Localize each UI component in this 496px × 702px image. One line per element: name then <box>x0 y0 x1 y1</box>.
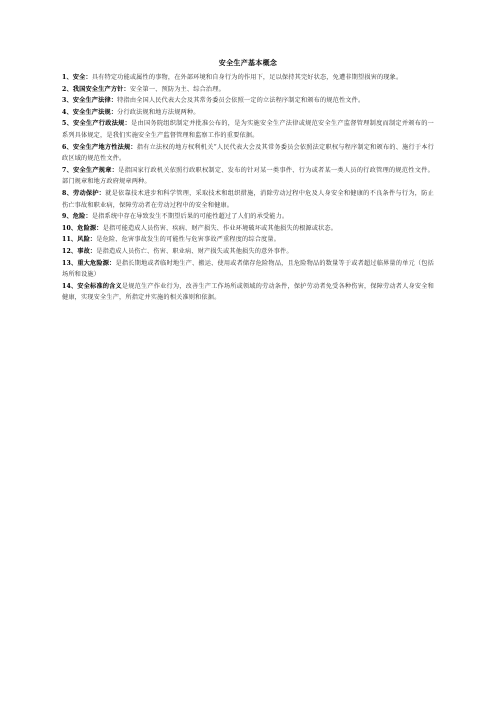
entry-term: 7、安全生产规章： <box>62 166 119 174</box>
definition-entry <box>62 234 434 246</box>
definition-entry <box>62 72 434 84</box>
entry-definition: 是指系统中存在导致发生不期望后果的可能性超过了人们的承受能力。 <box>91 213 289 221</box>
definition-entry <box>62 258 434 281</box>
entry-definition: 是由国务院组织制定并批准公布的，是为实施安全生产法律或规范安全生产监督管理制度而制定并颁布的一系列具体规定，是我们实施安全生产监督管理和监察工作的重要依据。 <box>62 120 434 139</box>
definition-entry <box>62 188 434 211</box>
definition-entry <box>62 165 434 188</box>
entry-term: 14、安全标准的含义 <box>62 282 122 290</box>
entry-definition: 是规范生产作业行为，改善生产工作场所或领域的劳动条件，保护劳动者免受各种伤害，保障劳动者人身安全和健康，实现安全生产，所指定并实施的相关准则和依据。 <box>62 282 434 302</box>
entry-term: 5、安全生产行政法规： <box>62 120 132 128</box>
definition-entry <box>62 118 434 141</box>
entry-term: 8、劳动保护： <box>62 189 106 197</box>
document-title: 安全生产基本概念 <box>218 58 278 67</box>
document-body <box>62 72 434 304</box>
entry-term: 11、风险： <box>62 236 97 244</box>
definition-entry <box>62 107 434 119</box>
entry-definition: 是指造成人员伤亡、伤害、职业病、财产损失或其他损失的意外事件。 <box>96 247 293 255</box>
entry-definition: 指有立法权的地方权利机关“人民代表大会及其常务委员会依照法定职权与程序制定和颁布的、施行于本行政区域的规范性文件。 <box>62 143 434 163</box>
entry-term: 13、重大危险源： <box>62 259 116 267</box>
entry-term: 2、我国安全生产方针： <box>62 85 130 93</box>
definition-entry <box>62 211 434 223</box>
definition-entry <box>62 223 434 235</box>
entry-term: 4、安全生产法规： <box>62 108 118 116</box>
entry-definition: 特指由全国人民代表大会及其常务委员会依照一定的立法程序制定和颁布的规范性文件。 <box>117 97 365 105</box>
entry-term: 1、安全： <box>62 74 92 81</box>
entry-definition: 是危险、危害事故发生的可能性与危害事故严重程度的综合度量。 <box>96 236 281 244</box>
entry-definition: 是指长期地或者临时地生产、搬运、使用或者储存危险物品，且危险物品的数量等于或者超过临界量的单元（包括场所和设施） <box>62 259 434 279</box>
entry-term: 3、安全生产法律： <box>62 97 118 105</box>
entry-definition: 是指国家行政机关依照行政职权制定、发布的针对某一类事件、行为或者某一类人员的行政管理的规范性文件。部门规章和地方政府规章两种。 <box>62 166 434 186</box>
entry-definition: 就是依靠技术进步和科学管理，采取技术和组织措施，消除劳动过程中危及人身安全和健康的不良条件与行为，防止伤亡事故和职业病，保障劳动者在劳动过程中的安全和健康。 <box>62 189 434 209</box>
definition-entry <box>62 281 434 304</box>
definition-entry <box>62 142 434 165</box>
entry-term: 10、危险源： <box>62 224 103 232</box>
entry-definition: 是指可能造成人员伤害、疾病、财产损失、作业环境破坏或其他损失的根源或状态。 <box>102 224 338 232</box>
entry-definition: 具有特定功能或属性的事物，在外部环境和自身行为的作用下，足以保持其完好状态，免遭非期望损害的现象。 <box>91 74 403 81</box>
entry-term: 12、事故： <box>62 247 97 255</box>
entry-definition: 安全第一、预防为主、综合治理。 <box>129 85 225 93</box>
entry-term: 6、安全生产地方性法规： <box>62 143 137 151</box>
definition-entry <box>62 84 434 96</box>
definition-entry <box>62 95 434 107</box>
entry-term: 9、危险： <box>62 213 92 221</box>
definition-entry <box>62 246 434 258</box>
entry-definition: 分行政法规和地方法规两种。 <box>117 108 200 116</box>
